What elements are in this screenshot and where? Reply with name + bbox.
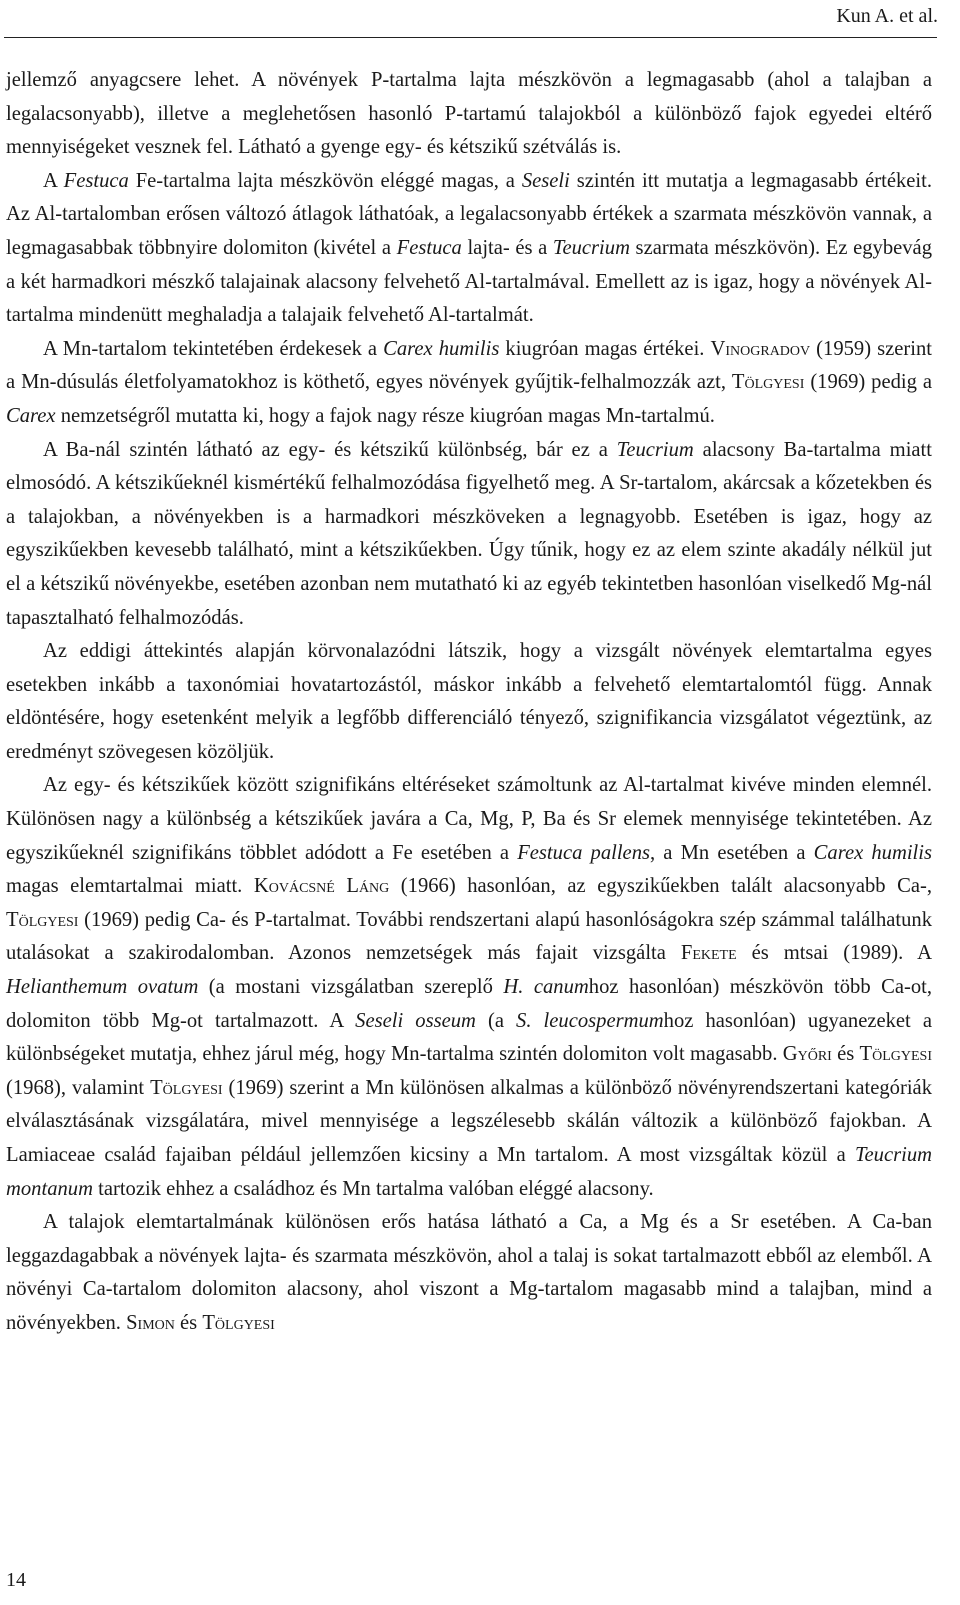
italic-term: Teucrium	[552, 236, 630, 259]
italic-term: Festuca pallens	[517, 841, 651, 864]
body-text	[6, 64, 932, 1341]
text-run: A Mn-tartalom tekintetében érdekesek a	[43, 337, 384, 360]
author-name: Tölgyesi	[150, 1076, 223, 1099]
text-run: (1959) szerint a Mn-dúsulás életfolyamatokhoz is köthető, egyes növények gyűjtik-felhalmozzák azt,	[6, 337, 933, 394]
italic-term: Carex humilis	[813, 841, 933, 864]
text-run: (1969) pedig a	[804, 371, 932, 394]
text-run: hoz hasonlóan) ugyanezeket a különbségeket mutatja, ehhez járul még, hogy Mn-tartalma szintén dolomiton volt magasabb.	[6, 1009, 932, 1066]
author-name: Tölgyesi	[859, 1043, 932, 1066]
italic-term: S. leucospermum	[516, 1009, 664, 1032]
author-name: Győri	[782, 1043, 832, 1066]
italic-term: H. canum	[503, 976, 589, 999]
text-run: nemzetségről mutatta ki, hogy a fajok nagy része kiugróan magas Mn-tartalmú.	[55, 404, 715, 427]
italic-term: Seseli	[521, 169, 570, 192]
text-run: szintén itt mutatja a legmagasabb értékeit. Az Al-tartalomban erősen változó átlagok láthatóak, a legalacsonyabb értékek a szarmata mészkövön vannak, a legmagasabbak többnyire dolomiton (kivétel a	[6, 169, 932, 259]
italic-term: Carex	[6, 404, 56, 427]
paragraph	[6, 333, 932, 434]
author-name: Tölgyesi	[202, 1311, 275, 1334]
text-run: jellemző anyagcsere lehet. A növények P-tartalma lajta mészkövön a legmagasabb (ahol a talajban a legalacsonyabb), illetve a meglehetősen hasonló P-tartamú talajokból a különböző fajok egyedei eltérő mennyiségeket vesznek fel. Látható a gyenge egy- és kétszikű szétválás is.	[6, 69, 932, 159]
paragraph	[6, 165, 932, 333]
text-run: (1968), valamint	[6, 1076, 151, 1099]
text-run: (a	[475, 1009, 517, 1032]
author-name: Tölgyesi	[731, 371, 805, 394]
text-run: tartozik ehhez a családhoz és Mn tartalma valóban eléggé alacsony.	[92, 1177, 654, 1200]
text-run: szarmata mészkövön). Ez egybevág a két harmadkori mészkő talajainak alacsony felvehető Al-tartalmával. Emellett az is igaz, hogy a növények Al-tartalma mindenütt meghaladja a talajaik felvehető Al-tartalmát.	[6, 236, 932, 327]
text-run: (a mostani vizsgálatban szereplő	[198, 976, 504, 999]
italic-term: Festuca	[396, 236, 462, 259]
text-run: magas elemtartalmai miatt.	[6, 875, 254, 898]
text-run: A Ba-nál szintén látható az egy- és kétszikű különbség, bár ez a	[43, 438, 617, 461]
text-run: lajta- és a	[461, 236, 553, 259]
text-run: kiugróan magas értékei.	[499, 337, 711, 360]
text-run: Fe-tartalma lajta mészkövön eléggé magas, a	[128, 169, 522, 192]
text-run: A	[43, 169, 64, 192]
paragraph	[6, 1206, 932, 1340]
text-run: , a Mn esetében a	[650, 841, 814, 864]
text-run: és	[174, 1311, 203, 1334]
header-rule	[4, 37, 937, 38]
author-name: Fekete	[680, 942, 737, 965]
text-run: hoz hasonlóan) mészkövön több Ca-ot, dolomiton több Mg-ot tartalmazott. A	[6, 976, 932, 1032]
text-run: A talajok elemtartalmának különösen erős hatása látható a Ca, a Mg és a Sr esetében. A Ca-ban leggazdagabbak a növények lajta- és szarmata mészkövön, ahol a talaj is sokat tartalmazott ebből az elemből. A növényi Ca-tartalom dolomiton alacsony, ahol viszont a Mg-tartalom magasabb mind a talajban, mind a növényekben.	[6, 1211, 932, 1334]
text-run: alacsony Ba-tartalma miatt elmosódó. A kétszikűeknél kismértékű felhalmozódása figyelhető meg. A Sr-tartalom, akárcsak a kőzetekben és a talajokban, a növényekben is a harmadkori mészköveken a legnagyobb. Esetében is igaz, hogy az egyszikűekben kevesebb található, mint a kétszikűekben. Úgy tűnik, hogy ez az elem szinte akadály nélkül jut el a kétszikű növényekbe, esetében azonban nem mutatható ki az egyéb tekintetben hasonlóan viselkedő Mg-nál tapasztalható felhalmozódás.	[6, 438, 933, 629]
author-name: Kovácsné Láng	[253, 875, 390, 898]
text-run: (1969) szerint a Mn különösen alkalmas a különböző növényrendszertani kategóriák elválasztásának vizsgálatára, mivel mennyisége a legszélesebb skálán változik a különböző fajokban. A Lamiaceae család fajaiban például jellemzően kicsiny a Mn tartalom. A most vizsgáltak közül a	[6, 1076, 932, 1166]
author-name: Vinogradov	[710, 337, 811, 360]
italic-term: Teucrium montanum	[6, 1144, 932, 1200]
text-run: Az egy- és kétszikűek között szignifikáns eltéréseket számoltunk az Al-tartalmat kivéve minden elemnél. Különösen nagy a különbség a kétszikűek javára a Ca, Mg, P, Ba és Sr elemek mennyisége tekintetében. Az egyszikűeknél szignifikáns többlet adódott a Fe esetében a	[6, 774, 932, 864]
paragraph	[6, 769, 932, 1206]
italic-term: Helianthemum ovatum	[6, 976, 199, 999]
text-run: és	[831, 1043, 860, 1066]
italic-term: Seseli osseum	[355, 1009, 476, 1032]
italic-term: Carex humilis	[383, 337, 500, 360]
running-head: Kun A. et al.	[836, 5, 938, 27]
author-name: Tölgyesi	[6, 908, 79, 931]
italic-term: Teucrium	[616, 438, 694, 461]
italic-term: Festuca	[63, 169, 129, 192]
paragraph	[6, 64, 932, 165]
text-run: (1966) hasonlóan, az egyszikűekben talált alacsonyabb Ca-,	[389, 875, 932, 898]
author-name: Simon	[126, 1311, 175, 1334]
text-run: Az eddigi áttekintés alapján körvonalazódni látszik, hogy a vizsgált növények elemtartalma egyes esetekben inkább a taxonómiai hovatartozástól, máskor inkább a felvehető elemtartalomtól függ. Annak eldöntésére, hogy esetenként melyik a legfőbb differenciáló tényező, szignifikancia vizsgálatot végeztünk, az eredményt szövegesen közöljük.	[6, 640, 932, 763]
text-run: (1969) pedig Ca- és P-tartalmat. További rendszertani alapú hasonlóságokra szép számmal találhatunk utalásokat a szakirodalomban. Azonos nemzetségek más fajait vizsgálta	[6, 908, 932, 965]
paragraph	[6, 434, 932, 636]
page-number: 14	[6, 1569, 26, 1591]
paragraph	[6, 635, 932, 769]
text-run: és mtsai (1989). A	[736, 942, 932, 965]
